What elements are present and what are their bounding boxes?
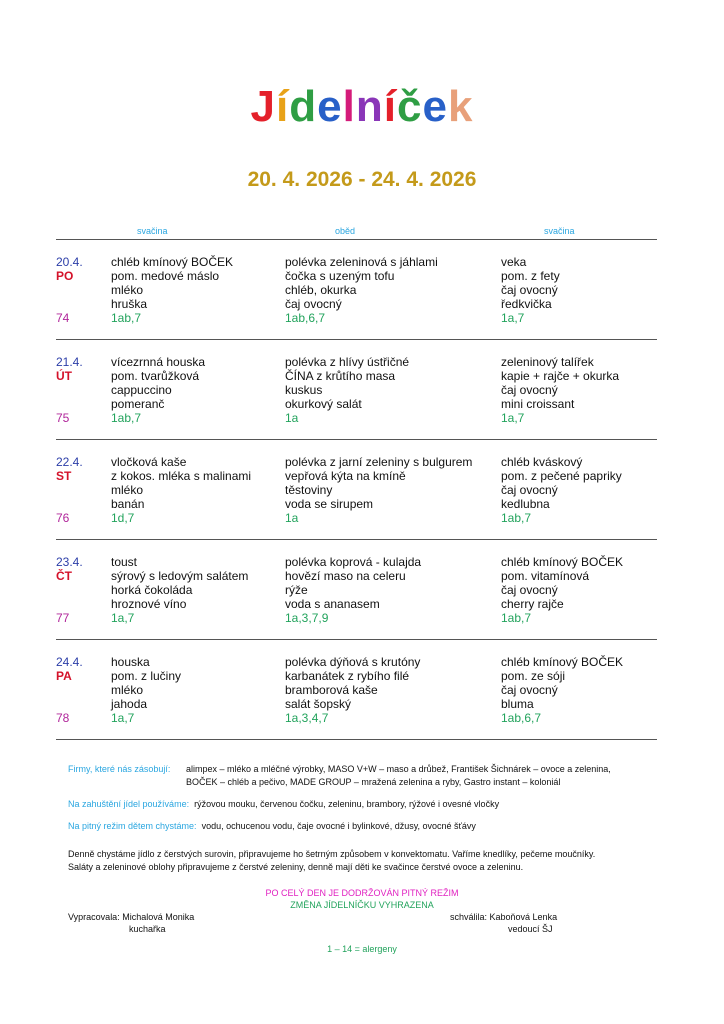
menu-item: chléb kmínový BOČEK	[501, 655, 624, 669]
day-row	[56, 455, 657, 529]
drinking-notice: PO CELÝ DEN JE DODRŽOVÁN PITNÝ REŽIM	[265, 888, 459, 898]
day-date: 21.4.	[56, 355, 83, 369]
menu-item: banán	[111, 497, 145, 511]
menu-item: mléko	[111, 483, 144, 497]
allergen-codes: 1ab,7	[111, 311, 142, 325]
menu-item: pom. z pečené papriky	[501, 469, 622, 483]
menu-item: chléb kváskový	[501, 455, 583, 469]
menu-item: toust	[111, 555, 138, 569]
menu-item: čaj ovocný	[501, 683, 558, 697]
allergen-codes: 1a,7	[111, 611, 135, 625]
menu-item: ředkvička	[501, 297, 552, 311]
menu-item: cappuccino	[111, 383, 172, 397]
thickening-info: Na zahuštění jídel používáme: rýžovou mouku, červenou čočku, zeleninu, brambory, rýžové i ovesné vločky	[68, 799, 500, 809]
menu-item: veka	[501, 255, 527, 269]
menu-item: čočka s uzeným tofu	[285, 269, 395, 283]
menu-item: pom. vitamínová	[501, 569, 590, 583]
menu-item: chléb, okurka	[285, 283, 357, 297]
allergen-codes: 1ab,7	[501, 611, 532, 625]
snack1-cell	[111, 655, 181, 725]
lunch-cell	[285, 555, 421, 625]
lunch-cell	[285, 355, 409, 425]
day-number: 74	[56, 311, 70, 325]
menu-item: jahoda	[111, 697, 148, 711]
title-letter: J	[250, 82, 277, 131]
allergen-codes: 1a,7	[501, 411, 525, 425]
note-line2: Saláty a zeleninové oblohy připravujeme z čerstvé zeleniny, denně mají děti ke svačince čerstvé ovoce a zeleninu.	[68, 862, 524, 872]
row-divider	[56, 739, 657, 740]
allergen-codes: 1a,7	[111, 711, 135, 725]
day-label	[56, 455, 83, 525]
menu-item: voda se sirupem	[285, 497, 374, 511]
day-name: PO	[56, 269, 74, 283]
menu-item: polévka z hlívy ústřičné	[285, 355, 410, 369]
menu-item: sýrový s ledovým salátem	[111, 569, 249, 583]
day-number: 78	[56, 711, 70, 725]
menu-item: cherry rajče	[501, 597, 564, 611]
day-label	[56, 655, 83, 725]
day-name: ST	[56, 469, 72, 483]
title-letter: e	[317, 82, 343, 131]
menu-item: polévka dýňová s krutóny	[285, 655, 421, 669]
menu-item: vícezrnná houska	[111, 355, 206, 369]
title-letter: í	[276, 82, 290, 131]
change-notice: ZMĚNA JÍDELNÍČKU VYHRAZENA	[290, 900, 434, 910]
day-row	[56, 655, 657, 729]
day-label	[56, 255, 83, 325]
menu-item: houska	[111, 655, 150, 669]
allergen-codes: 1ab,6,7	[501, 711, 542, 725]
title-letter: l	[342, 82, 356, 131]
menu-item: pom. ze sóji	[501, 669, 566, 683]
menu-item: bramborová kaše	[285, 683, 378, 697]
menu-item: vepřová kýta na kmíně	[285, 469, 406, 483]
row-divider	[56, 539, 657, 540]
menu-item: pom. z fety	[501, 269, 560, 283]
snack2-cell	[501, 255, 560, 325]
column-header-snack1: svačina	[137, 226, 168, 236]
snack2-cell	[501, 555, 623, 625]
title-letter: č	[397, 82, 423, 131]
lunch-cell	[285, 655, 420, 725]
menu-item: pom. z lučiny	[111, 669, 182, 683]
menu-item: polévka zeleninová s jáhlami	[285, 255, 438, 269]
day-date: 22.4.	[56, 455, 83, 469]
lunch-cell	[285, 255, 438, 325]
menu-item: vločková kaše	[111, 455, 187, 469]
title-letter: k	[447, 82, 474, 131]
snack2-cell	[501, 355, 619, 425]
prepared-by: Vypracovala: Michalová Monika	[68, 912, 195, 922]
approved-role: vedoucí ŠJ	[508, 924, 553, 934]
menu-item: kapie + rajče + okurka	[501, 369, 620, 383]
title-letter: e	[422, 82, 448, 131]
title-letter: í	[383, 82, 397, 131]
menu-item: těstoviny	[285, 483, 333, 497]
menu-item: voda s ananasem	[285, 597, 380, 611]
allergen-codes: 1a,7	[501, 311, 525, 325]
allergen-codes: 1a	[285, 511, 299, 525]
day-row	[56, 355, 657, 429]
day-number: 77	[56, 611, 70, 625]
allergen-codes: 1a	[285, 411, 299, 425]
drinking-info: Na pitný režim dětem chystáme: vodu, ochucenou vodu, čaje ovocné i bylinkové, džusy, ovocné šťávy	[68, 821, 476, 831]
snack1-cell	[111, 355, 205, 425]
snack2-cell	[501, 455, 622, 525]
column-header-snack2: svačina	[544, 226, 575, 236]
menu-item: hroznové víno	[111, 597, 187, 611]
day-date: 24.4.	[56, 655, 83, 669]
suppliers-line1: alimpex – mléko a mléčné výrobky, MASO V+W – maso a drůbež, František Šichnárek – ovoce a zelenina,	[186, 764, 611, 774]
menu-item: čaj ovocný	[285, 297, 342, 311]
allergens-legend: 1 – 14 = alergeny	[327, 944, 397, 954]
date-range: 20. 4. 2026 - 24. 4. 2026	[247, 168, 477, 191]
menu-item: horká čokoláda	[111, 583, 193, 597]
lunch-cell	[285, 455, 472, 525]
menu-item: z kokos. mléka s malinami	[111, 469, 252, 483]
allergen-codes: 1a,3,4,7	[285, 711, 329, 725]
snack1-cell	[111, 255, 233, 325]
row-divider	[56, 339, 657, 340]
menu-item: hruška	[111, 297, 148, 311]
menu-item: chléb kmínový BOČEK	[501, 555, 624, 569]
menu-item: zeleninový talířek	[501, 355, 594, 369]
day-date: 20.4.	[56, 255, 83, 269]
day-number: 75	[56, 411, 70, 425]
menu-item: chléb kmínový BOČEK	[111, 255, 234, 269]
day-name: PA	[56, 669, 72, 683]
row-divider	[56, 239, 657, 240]
menu-item: pomeranč	[111, 397, 165, 411]
prepared-role: kuchařka	[129, 924, 166, 934]
day-name: ČT	[56, 569, 72, 583]
menu-item: čaj ovocný	[501, 583, 558, 597]
allergen-codes: 1ab,6,7	[285, 311, 326, 325]
title-letter: n	[355, 82, 384, 131]
menu-item: kedlubna	[501, 497, 550, 511]
day-label	[56, 555, 83, 625]
menu-item: hovězí maso na celeru	[285, 569, 406, 583]
menu-item: bluma	[501, 697, 534, 711]
menu-item: kuskus	[285, 383, 323, 397]
day-label	[56, 355, 83, 425]
day-name: ÚT	[56, 369, 72, 383]
menu-item: polévka z jarní zeleniny s bulgurem	[285, 455, 473, 469]
menu-item: karbanátek z rybího filé	[285, 669, 410, 683]
day-row	[56, 555, 657, 629]
row-divider	[56, 639, 657, 640]
menu-item: salát šopský	[285, 697, 352, 711]
allergen-codes: 1d,7	[111, 511, 135, 525]
menu-item: okurkový salát	[285, 397, 362, 411]
menu-item: čaj ovocný	[501, 483, 558, 497]
page-title	[0, 82, 724, 132]
snack2-cell	[501, 655, 623, 725]
day-number: 76	[56, 511, 70, 525]
menu-item: polévka koprová - kulajda	[285, 555, 422, 569]
column-header-lunch: oběd	[335, 226, 356, 236]
suppliers-label: Firmy, které nás zásobují:	[68, 764, 171, 774]
allergen-codes: 1ab,7	[501, 511, 532, 525]
allergen-codes: 1ab,7	[111, 411, 142, 425]
note-line1: Denně chystáme jídlo z čerstvých surovin, připravujeme ho šetrným způsobem v konvektomatu. Vaříme knedlíky, pečeme moučníky.	[68, 849, 596, 859]
menu-item: mini croissant	[501, 397, 575, 411]
approved-by: schválila: Kaboňová Lenka	[450, 912, 558, 922]
menu-item: čaj ovocný	[501, 383, 558, 397]
menu-item: pom. tvarůžková	[111, 369, 200, 383]
menu-item: mléko	[111, 683, 144, 697]
day-date: 23.4.	[56, 555, 83, 569]
menu-item: rýže	[285, 583, 308, 597]
menu-item: ČÍNA z krůtího masa	[285, 369, 396, 383]
menu-item: mléko	[111, 283, 144, 297]
menu-item: pom. medové máslo	[111, 269, 220, 283]
day-row	[56, 255, 657, 329]
suppliers-line2: BOČEK – chléb a pečivo, MADE GROUP – mražená zelenina a ryby, Gastro instant – koloniál	[186, 777, 561, 787]
row-divider	[56, 439, 657, 440]
title-letter: d	[289, 82, 318, 131]
snack1-cell	[111, 555, 248, 625]
snack1-cell	[111, 455, 251, 525]
allergen-codes: 1a,3,7,9	[285, 611, 329, 625]
menu-item: čaj ovocný	[501, 283, 558, 297]
